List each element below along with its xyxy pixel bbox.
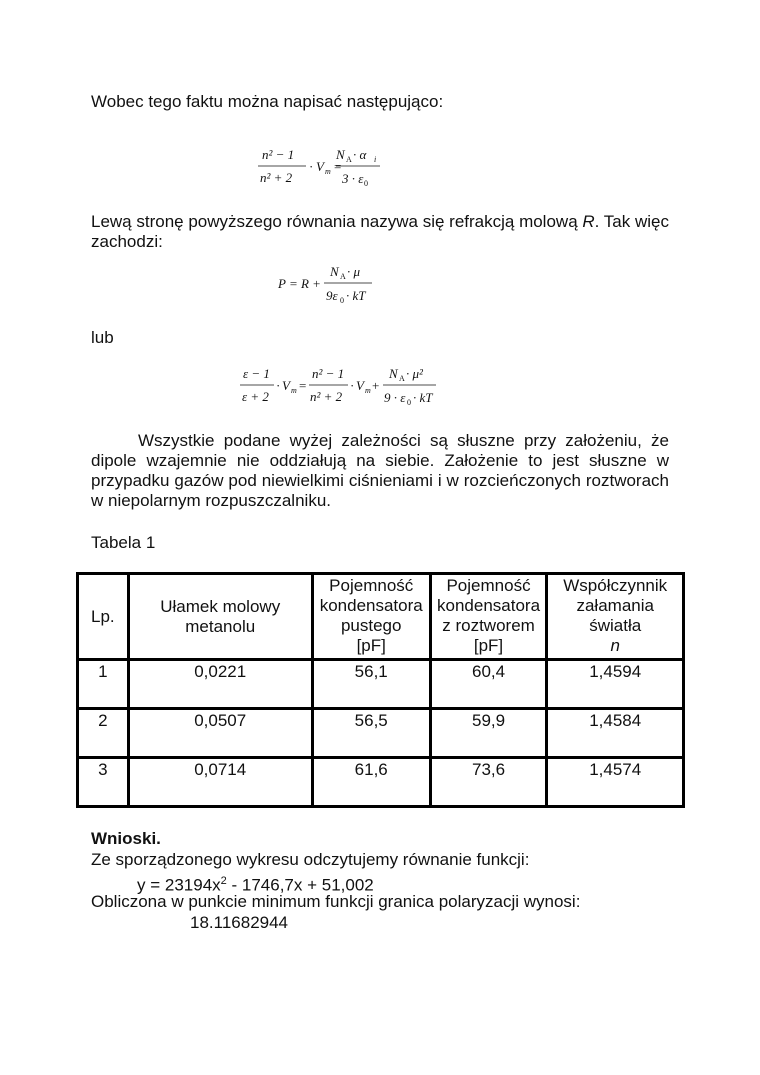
formula3-c-denominator-sub: 0 xyxy=(407,398,411,407)
formula2-numerator-sub: A xyxy=(340,272,346,281)
conclusions-line-1: Ze sporządzonego wykresu odczytujemy równanie funkcji: xyxy=(91,850,530,869)
formula3-plus: + xyxy=(372,378,380,393)
conclusions-line-2: Obliczona w punkcie minimum funkcji granica polaryzacji wynosi: xyxy=(91,892,581,911)
formula1-rhs-numerator: N xyxy=(336,147,345,162)
refraction-paragraph xyxy=(91,212,669,252)
formula1-rhs-numerator-sub2: i xyxy=(374,155,377,164)
header-lp-line: Lp. xyxy=(90,607,115,626)
formula1-rhs-denominator-sub: 0 xyxy=(364,179,368,188)
formula2-denominator-rest: · kT xyxy=(346,288,366,303)
table-cell: 56,5 xyxy=(312,709,430,758)
dipole-paragraph: Wszystkie podane wyżej zależności są słuszne przy założeniu, że dipole wzajemnie nie oddziałują na siebie. Założenie to jest słuszne w przypadku gazów pod niewielkimi ciśnieniami i w rozcieńczonych roztworach w niepolarnym rozpuszczalniku. xyxy=(91,431,669,510)
header-solution-capacitance-line-2: kondensatora xyxy=(437,596,541,615)
table-header-row xyxy=(78,574,684,660)
refraction-text-1: Lewą stronę powyższego równania nazywa się refrakcją molową xyxy=(91,212,583,231)
equation-part-a: y = 23194x xyxy=(137,875,221,895)
header-mole-fraction-line-1: Ułamek molowy xyxy=(160,597,281,616)
formula2-numerator-rest: · μ xyxy=(347,264,361,279)
formula3-vm-b-sub: m xyxy=(365,386,371,395)
lub-text: lub xyxy=(91,328,114,347)
formula3-b-numerator: n² − 1 xyxy=(312,366,345,381)
equation-exponent: 2 xyxy=(220,875,227,887)
formula-clausius-mossotti xyxy=(238,364,448,410)
header-refractive-index-line-4: n xyxy=(610,636,620,655)
formula3-vm-a: V xyxy=(282,378,290,393)
table-cell: 1 xyxy=(78,660,129,709)
table-row xyxy=(78,660,684,709)
table-cell: 61,6 xyxy=(312,758,430,807)
formula3-b-denominator: n² + 2 xyxy=(310,389,343,404)
table-cell: 59,9 xyxy=(430,709,547,758)
header-empty-capacitance-line-2: kondensatora xyxy=(319,596,423,615)
formula-debye-svg xyxy=(276,263,386,307)
header-refractive-index-line-1: Współczynnik xyxy=(563,576,668,595)
formula3-vm-a-sub: m xyxy=(291,386,297,395)
header-refractive-index-line-3: światła xyxy=(589,616,642,635)
header-solution-capacitance-line-3: z roztworem xyxy=(442,616,535,635)
refraction-text-2: . Tak więc zachodzi: xyxy=(91,212,669,251)
formula1-dot: · xyxy=(309,159,314,174)
intro-text: Wobec tego faktu można napisać następująco: xyxy=(91,92,444,111)
header-empty-capacitance-line-3: pustego xyxy=(340,616,402,635)
table-cell: 73,6 xyxy=(430,758,547,807)
table-cell: 0,0714 xyxy=(128,758,312,807)
equation-part-b: - 1746,7x + 51,002 xyxy=(226,875,374,895)
header-refractive-index-line-2: załamania xyxy=(576,596,654,615)
table-caption: Tabela 1 xyxy=(91,533,156,552)
header-solution-capacitance-line-1: Pojemność xyxy=(446,576,531,595)
formula3-dot-b: · xyxy=(350,378,355,393)
header-empty-capacitance-line-1: Pojemność xyxy=(329,576,414,595)
formula1-rhs-numerator-rest: · α xyxy=(353,147,367,162)
header-lp xyxy=(78,574,129,660)
formula2-denominator-sub: 0 xyxy=(340,296,344,305)
formula3-a-denominator: ε + 2 xyxy=(242,389,269,404)
formula2-denominator: 9ε xyxy=(326,288,338,303)
formula3-vm-b: V xyxy=(356,378,364,393)
formula3-c-numerator: N xyxy=(389,366,398,381)
formula3-dot-a: · xyxy=(276,378,281,393)
formula1-rhs-denominator: 3 · ε xyxy=(342,171,364,186)
table-cell: 2 xyxy=(78,709,129,758)
formula1-equals: = xyxy=(334,159,342,174)
table-cell: 0,0221 xyxy=(128,660,312,709)
formula1-rhs-numerator-sub: A xyxy=(346,155,352,164)
data-table xyxy=(76,572,685,808)
header-mole-fraction-line-2: metanolu xyxy=(185,617,256,636)
table-cell: 3 xyxy=(78,758,129,807)
header-empty-capacitance-line-4: [pF] xyxy=(356,636,386,655)
polarization-limit-value: 18.11682944 xyxy=(190,913,289,932)
header-mole-fraction xyxy=(128,574,312,660)
formula-lorentz-lorenz xyxy=(256,146,386,190)
table-row xyxy=(78,709,684,758)
formula-debye xyxy=(276,263,386,307)
table-cell: 60,4 xyxy=(430,660,547,709)
formula1-vm-sub: m xyxy=(325,167,331,176)
formula1-vm: V xyxy=(316,159,324,174)
header-empty-capacitance xyxy=(312,574,430,660)
table-cell: 1,4594 xyxy=(547,660,684,709)
header-refractive-index xyxy=(547,574,684,660)
formula1-lhs-numerator: n² − 1 xyxy=(262,147,295,162)
formula3-c-denominator-rest: · kT xyxy=(413,390,433,405)
header-solution-capacitance xyxy=(430,574,547,660)
formula3-equals: = xyxy=(299,378,307,393)
table-cell: 56,1 xyxy=(312,660,430,709)
formula3-c-denominator: 9 · ε xyxy=(384,390,406,405)
header-solution-capacitance-line-4: [pF] xyxy=(473,636,504,655)
conclusions-heading: Wnioski. xyxy=(91,829,161,848)
table-row xyxy=(78,758,684,807)
formula3-c-numerator-sub: A xyxy=(399,374,405,383)
table-cell: 1,4574 xyxy=(547,758,684,807)
formula-lorentz-lorenz-svg xyxy=(256,146,386,190)
refraction-symbol: R xyxy=(582,212,595,231)
formula2-lhs: P = R + xyxy=(278,276,321,291)
table-cell: 0,0507 xyxy=(128,709,312,758)
formula3-c-numerator-rest: · μ² xyxy=(406,366,423,381)
formula3-a-numerator: ε − 1 xyxy=(243,366,270,381)
formula2-numerator: N xyxy=(330,264,339,279)
formula1-lhs-denominator: n² + 2 xyxy=(260,170,293,185)
formula-clausius-mossotti-svg xyxy=(238,364,448,410)
table-cell: 1,4584 xyxy=(547,709,684,758)
